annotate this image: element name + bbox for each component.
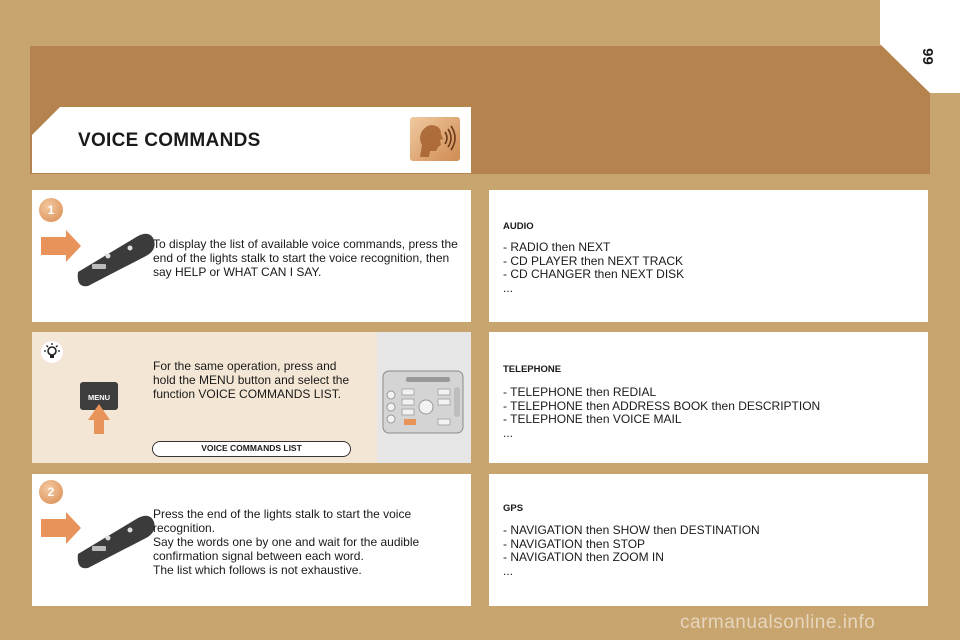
list-item: - TELEPHONE then REDIAL [503, 385, 657, 399]
list-item: - CD CHANGER then NEXT DISK [503, 267, 685, 281]
list-item: - NAVIGATION then STOP [503, 536, 646, 551]
speaking-head-icon [410, 117, 460, 161]
step2-text [153, 507, 453, 577]
step2-line: Press the end of the lights stalk to start the voice recognition. [153, 507, 412, 535]
list-item: ... [503, 280, 514, 295]
list-item: ... [503, 563, 514, 578]
list-item: - TELEPHONE then VOICE MAIL [503, 412, 682, 426]
menu-button-illustration [80, 382, 118, 434]
audio-title: AUDIO [503, 221, 534, 232]
step2-line: The list which follows is not exhaustive. [153, 563, 362, 577]
list-item: - CD PLAYER then NEXT TRACK [503, 253, 684, 268]
step1-text: To display the list of available voice commands, press the end of the lights stalk to start the voice recognition, then say HELP or WHAT CAN I SAY. [153, 237, 458, 279]
gps-list [503, 524, 913, 578]
watermark: carmanualsonline.info [680, 612, 876, 633]
lights-stalk-illustration [38, 226, 168, 288]
light-bulb-icon [40, 340, 64, 364]
voice-commands-list-button[interactable]: VOICE COMMANDS LIST [152, 441, 351, 457]
step1-badge: 1 [39, 198, 63, 222]
telephone-list [503, 386, 918, 440]
list-item: - TELEPHONE then ADDRESS BOOK then DESCRIPTION [503, 398, 821, 413]
telephone-title: TELEPHONE [503, 364, 562, 375]
audio-list [503, 241, 913, 295]
step2-badge: 2 [39, 480, 63, 504]
gps-title: GPS [503, 503, 524, 514]
page-title: VOICE COMMANDS [78, 130, 261, 151]
list-item: - RADIO then NEXT [503, 240, 611, 254]
page-number: 99 [919, 48, 937, 65]
list-item: - NAVIGATION then SHOW then DESTINATION [503, 523, 760, 537]
list-item: - NAVIGATION then ZOOM IN [503, 550, 664, 564]
tip-text: For the same operation, press and hold the MENU button and select the function VOICE COMMANDS LIST. [153, 359, 350, 401]
list-item: ... [503, 425, 514, 440]
step2-line: Say the words one by one and wait for the audible confirmation signal between each word. [153, 535, 420, 563]
menu-button-label: MENU [87, 393, 111, 402]
audio-console-illustration [382, 369, 466, 435]
lights-stalk-illustration [38, 508, 168, 570]
